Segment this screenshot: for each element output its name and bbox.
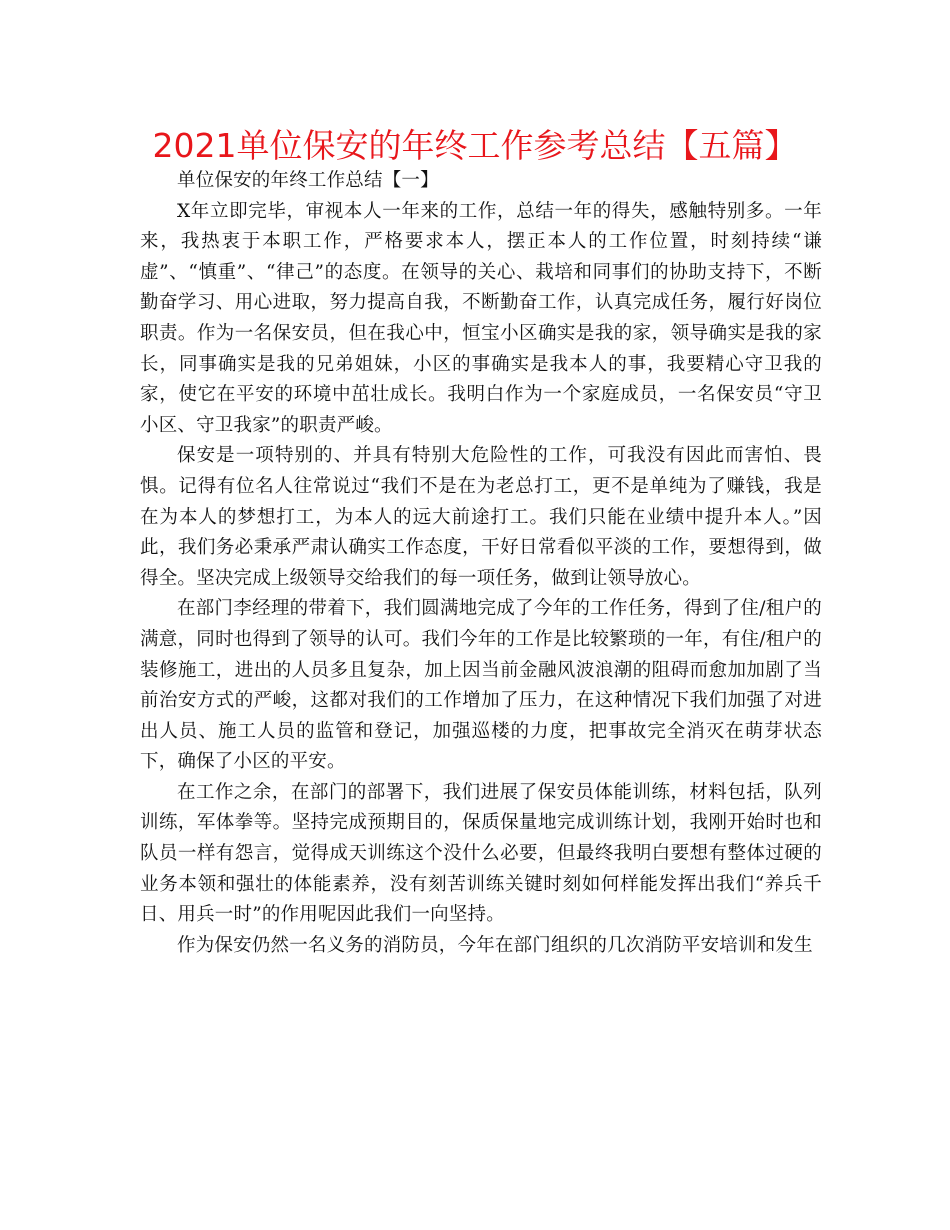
body-paragraph: 在部门李经理的带着下，我们圆满地完成了今年的工作任务，得到了住/租户的满意，同时也得到了领导的认可。我们今年的工作是比较繁琐的一年，有住/租户的装修施工，进出的人员多且复杂，加上因当前金融风波浪潮的阻碍而愈加加剧了当前治安方式的严峻，这都对我们的工作增加了压力，在这种情况下我们加强了对进出人员、施工人员的监管和登记，加强巡楼的力度，把事故完全消灭在萌芽状态下，确保了小区的平安。 xyxy=(140,598,822,773)
document-title: 2021单位保安的年终工作参考总结【五篇】 xyxy=(152,126,798,165)
body-paragraph: 在工作之余，在部门的部署下，我们进展了保安员体能训练，材料包括，队列训练，军体拳等。坚持完成预期目的，保质保量地完成训练计划，我刚开始时也和队员一样有怨言，觉得成天训练这个没什么必要，但最终我明白要想有整体过硬的业务本领和强壮的体能素养，没有刻苦训练关键时刻如何样能发挥出我们“养兵千日、用兵一时”的作用呢因此我们一向坚持。 xyxy=(140,781,822,926)
body-paragraph: X年立即完毕，审视本人一年来的工作，总结一年的得失，感触特别多。一年来，我热衷于本职工作，严格要求本人，摆正本人的工作位置，时刻持续“谦虚”、“慎重”、“律己”的态度。在领导的关心、栽培和同事们的协助支持下，不断勤奋学习、用心进取，努力提高自我，不断勤奋工作，认真完成任务，履行好岗位职责。作为一名保安员，但在我心中，恒宝小区确实是我的家，领导确实是我的家长，同事确实是我的兄弟姐妹，小区的事确实是我本人的事，我要精心守卫我的家，使它在平安的环境中茁壮成长。我明白作为一个家庭成员，一名保安员“守卫小区、守卫我家”的职责严峻。 xyxy=(140,200,822,436)
document-body xyxy=(140,166,822,961)
body-paragraph: 保安是一项特别的、并具有特别大危险性的工作，可我没有因此而害怕、畏惧。记得有位名人往常说过“我们不是在为老总打工，更不是单纯为了赚钱，我是在为本人的梦想打工，为本人的远大前途打工。我们只能在业绩中提升本人。”因此，我们务必秉承严肃认确实工作态度，干好日常看似平淡的工作，要想得到，做得全。坚决完成上级领导交给我们的每一项任务，做到让领导放心。 xyxy=(140,445,822,589)
section-subheading: 单位保安的年终工作总结【一】 xyxy=(177,170,439,191)
body-paragraph: 作为保安仍然一名义务的消防员，今年在部门组织的几次消防平安培训和发生 xyxy=(177,934,813,956)
